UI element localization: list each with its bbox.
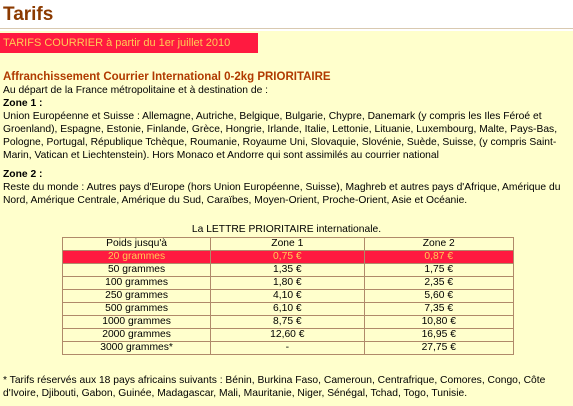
zone1-price-cell: 6,10 € [211,303,364,316]
zone1-price-cell: 1,35 € [211,264,364,277]
tariff-panel [0,31,573,406]
table-row [63,290,514,303]
table-header-row [63,238,514,251]
table-row [63,329,514,342]
tariff-banner: TARIFS COURRIER à partir du 1er juillet 2010 [0,33,258,53]
zone1-price-cell: 12,60 € [211,329,364,342]
zone2-price-cell: 5,60 € [364,290,514,303]
header-zone2: Zone 2 [364,238,514,251]
weight-cell: 20 grammes [63,251,211,264]
zone2-price-cell: 1,75 € [364,264,514,277]
zone2-label: Zone 2 : [3,169,43,180]
intro-text: Au départ de la France métropolitaine et à destination de : [3,85,269,96]
weight-cell: 1000 grammes [63,316,211,329]
weight-cell: 500 grammes [63,303,211,316]
weight-cell: 250 grammes [63,290,211,303]
table-row [63,316,514,329]
zone2-price-cell: 16,95 € [364,329,514,342]
table-caption: La LETTRE PRIORITAIRE internationale. [191,224,382,235]
rates-table [62,237,514,355]
weight-cell: 3000 grammes* [63,342,211,355]
zone2-price-cell: 2,35 € [364,277,514,290]
zone1-price-cell: 1,80 € [211,277,364,290]
zone2-price-cell: 7,35 € [364,303,514,316]
weight-cell: 50 grammes [63,264,211,277]
table-row [63,342,514,355]
table-row [63,277,514,290]
footnote: * Tarifs réservés aux 18 pays africains suivants : Bénin, Burkina Faso, Cameroun, Centrafrique, Comores, Congo, Côte d'Ivoire, Djibouti, Gabon, Guinée, Madagascar, Mali, Mauritanie, Niger, Sénégal, Tchad, Togo, Tunisie. [3,375,546,399]
zone2-description: Reste du monde : Autres pays d'Europe (hors Union Européenne, Suisse), Maghreb et autres pays d'Afrique, Amérique du Nord, Amérique Centrale, Amérique du Sud, Caraïbes, Moyen-Orient, Proche-Orient, Asie et Océanie. [3,182,561,206]
title-divider [0,28,573,29]
zone1-price-cell: 8,75 € [211,316,364,329]
table-row [63,264,514,277]
zone1-price-cell: 0,75 € [211,251,364,264]
zone2-price-cell: 10,80 € [364,316,514,329]
zone1-price-cell: - [211,342,364,355]
zone2-price-cell: 27,75 € [364,342,514,355]
zone1-description: Union Européenne et Suisse : Allemagne, Autriche, Belgique, Bulgarie, Chypre, Danemark (y compris les Iles Féroé et Groenland), Espagne, Estonie, Finlande, Grèce, Hongrie, Irlande, Italie, Lettonie, Lituanie, Luxembourg, Malte, Pays-Bas, Pologne, Portugal, République Tchèque, Roumanie, Royaume Uni, Slovaquie, Slovénie, Suède, Suisse, (y compris Saint-Marin, Vatican et Liechtenstein). Hors Monaco et Andorre qui sont assimilés au courrier national [3,111,558,161]
table-row [63,251,514,264]
section-title: Affranchissement Courrier International 0-2kg PRIORITAIRE [3,71,331,83]
weight-cell: 2000 grammes [63,329,211,342]
zone1-label: Zone 1 : [3,98,43,109]
header-weight: Poids jusqu'à [63,238,211,251]
zone1-price-cell: 4,10 € [211,290,364,303]
zone2-price-cell: 0,87 € [364,251,514,264]
weight-cell: 100 grammes [63,277,211,290]
header-zone1: Zone 1 [211,238,364,251]
table-row [63,303,514,316]
page-title: Tarifs [3,4,54,25]
